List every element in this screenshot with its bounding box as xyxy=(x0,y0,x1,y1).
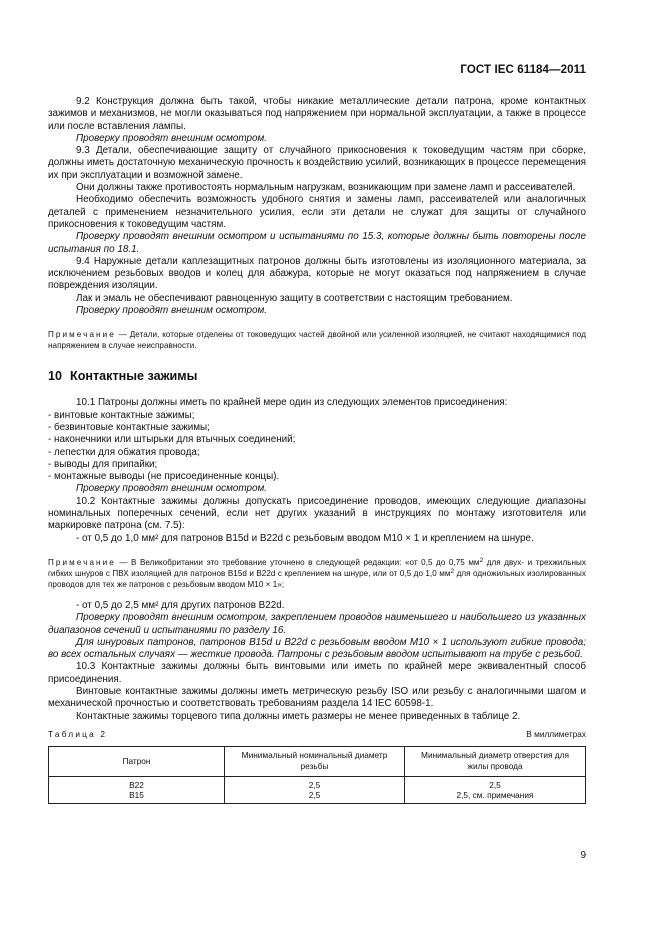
clause-10-1-check: Проверку проводят внешним осмотром. xyxy=(76,483,267,495)
clause-10-2-item-1: - от 0,5 до 1,0 мм² для патронов B15d и B22d с резьбовым вводом M10 × 1 и креплением на шнуре. xyxy=(76,532,534,544)
clause-10-2: 10.2 Контактные зажимы должны допускать присоединение проводов, имеющих следующие диапазоны номинальных поперечных сечений, если нет других указаний в инструкциях по монтажу изготовителя или маркировке патрона (см. 7.5): xyxy=(48,495,586,532)
clause-9-3-check: Проверку проводят внешним осмотром и испытаниями по 15.3, которые должны быть повторены после испытания по 18.1. xyxy=(48,231,586,255)
clause-9-4: 9.4 Наружные детали каплезащитных патронов должны быть изготовлены из изоляционного материала, за исключением резьбовых вводов и колец для абажура, которые не могут оказаться под напряжением в случае повреждения изоляции. xyxy=(48,255,586,292)
list-item: - винтовые контактные зажимы; xyxy=(48,409,195,421)
table-2 xyxy=(48,746,586,804)
note-9 xyxy=(48,329,586,351)
table-cell: 2,5 2,5, см. примечания xyxy=(405,776,586,803)
clause-10-3-para-c: Контактные зажимы торцевого типа должны иметь размеры не менее приведенных в таблице 2. xyxy=(76,710,521,722)
document-body xyxy=(48,96,586,804)
clause-10-3-para-b: Винтовые контактные зажимы должны иметь метрическую резьбу ISO или резьбу с аналогичными шагом и механической прочностью и соответствовать требованиям раздела 14 IEC 60598-1. xyxy=(48,685,586,710)
clause-10-1: 10.1 Патроны должны иметь по крайней мере один из следующих элементов присоединения: xyxy=(76,397,508,409)
clause-9-4-check: Проверку проводят внешним осмотром. xyxy=(76,305,267,317)
note-10-2: Примечание — В Великобритании это требование уточнено в следующей редакции: «от 0,5 до 0,75 $мм^2$ для двух- и трехжильных гибких шнуров с ПВХ изоляцией для патронов B15d и B22d с креплением на шнуре, или от 0,5 до 1,0 $мм^2$ для одножильных изолированных проводов для тех же патронов с резьбовым вводом M10 × 1»; xyxy=(48,556,587,589)
table-2-units: В миллиметрах xyxy=(526,728,586,739)
clause-9-2-check: Проверку проводят внешним осмотром. xyxy=(76,132,267,144)
page-number: 9 xyxy=(580,850,586,861)
table-cell: B22 B15 xyxy=(49,776,225,803)
list-item: - наконечники или штырьки для втычных соединений; xyxy=(48,434,296,446)
clause-9-4-para-b: Лак и эмаль не обеспечивают равноценную защиту в соответствии с настоящим требованием. xyxy=(76,292,513,304)
document-header: ГОСТ IEC 61184—2011 xyxy=(460,64,586,76)
clause-10-2-check-1: Проверку проводят внешним осмотром, закреплением проводов наименьшего и наибольшего из указанных диапазонов сечений и испытаниями по разделу 16. xyxy=(48,612,586,636)
list-item: - безвинтовые контактные зажимы; xyxy=(48,421,210,433)
list-item: - выводы для припайки; xyxy=(48,458,158,470)
col-header-hole-diameter: Минимальный диаметр отверстия для жилы провода xyxy=(405,746,586,776)
col-header-holder: Патрон xyxy=(49,746,225,776)
document-page xyxy=(48,0,586,936)
table-2-header xyxy=(48,729,586,739)
col-header-thread-diameter: Минимальный номинальный диаметр резьбы xyxy=(225,746,405,776)
clause-9-3: 9.3 Детали, обеспечивающие защиту от случайного прикосновения к токоведущим частям при сборке, должны иметь достаточную механическую прочность к воздействию усилий, возникающих в процессе перемещения их при эксплуатации и возможной замене. xyxy=(48,145,586,181)
section-10-number: 10 xyxy=(48,369,63,384)
clause-9-2: 9.2 Конструкция должна быть такой, чтобы никакие металлические детали патрона, кроме контактных зажимов и механизмов, не могли оказываться под напряжением при нормальной эксплуатации, а также в процессе или после вставления лампы. xyxy=(48,96,586,132)
table-cell: 2,5 2,5 xyxy=(225,776,405,803)
note-10-2-label: Примечание xyxy=(48,557,116,567)
section-10-heading xyxy=(48,369,586,383)
table-2-caption: Таблица 2 xyxy=(48,728,108,739)
clause-10-3: 10.3 Контактные зажимы должны быть винтовыми или иметь по крайней мере эквивалентный способ присоединения. xyxy=(48,661,586,685)
note-9-text: — Детали, которые отделены от токоведущих частей двойной или усиленной изоляцией, не считают находящимися под напряжением в случае неисправности. xyxy=(48,330,586,351)
clause-10-2-check-2: Для шнуровых патронов, патронов B15d и B22d с резьбовым вводом M10 × 1 используют гибкие провода; во всех остальных случаях — жесткие провода. Патроны с резьбовым вводом испытывают на трубе с резьбой. xyxy=(48,636,586,661)
clause-9-3-para-b: Они должны также противостоять нормальным нагрузкам, возникающим при замене ламп и рассеивателей. xyxy=(76,182,576,194)
section-10-title: Контактные зажимы xyxy=(70,369,198,384)
table-row xyxy=(49,776,586,803)
list-item: - монтажные выводы (не присоединенные концы). xyxy=(48,471,280,483)
table-header-row xyxy=(49,746,586,776)
list-item: - лепестки для обжатия провода; xyxy=(48,446,200,458)
note-9-label: Примечание xyxy=(48,330,116,340)
clause-10-2-item-2: - от 0,5 до 2,5 мм² для других патронов B22d. xyxy=(76,599,285,611)
clause-9-3-para-c: Необходимо обеспечить возможность удобного снятия и замены ламп, рассеивателей или аналогичных деталей с применением незначительного усилия, если эти детали не служат для защиты от случайного прикосновения к токоведущим частям. xyxy=(48,194,586,230)
